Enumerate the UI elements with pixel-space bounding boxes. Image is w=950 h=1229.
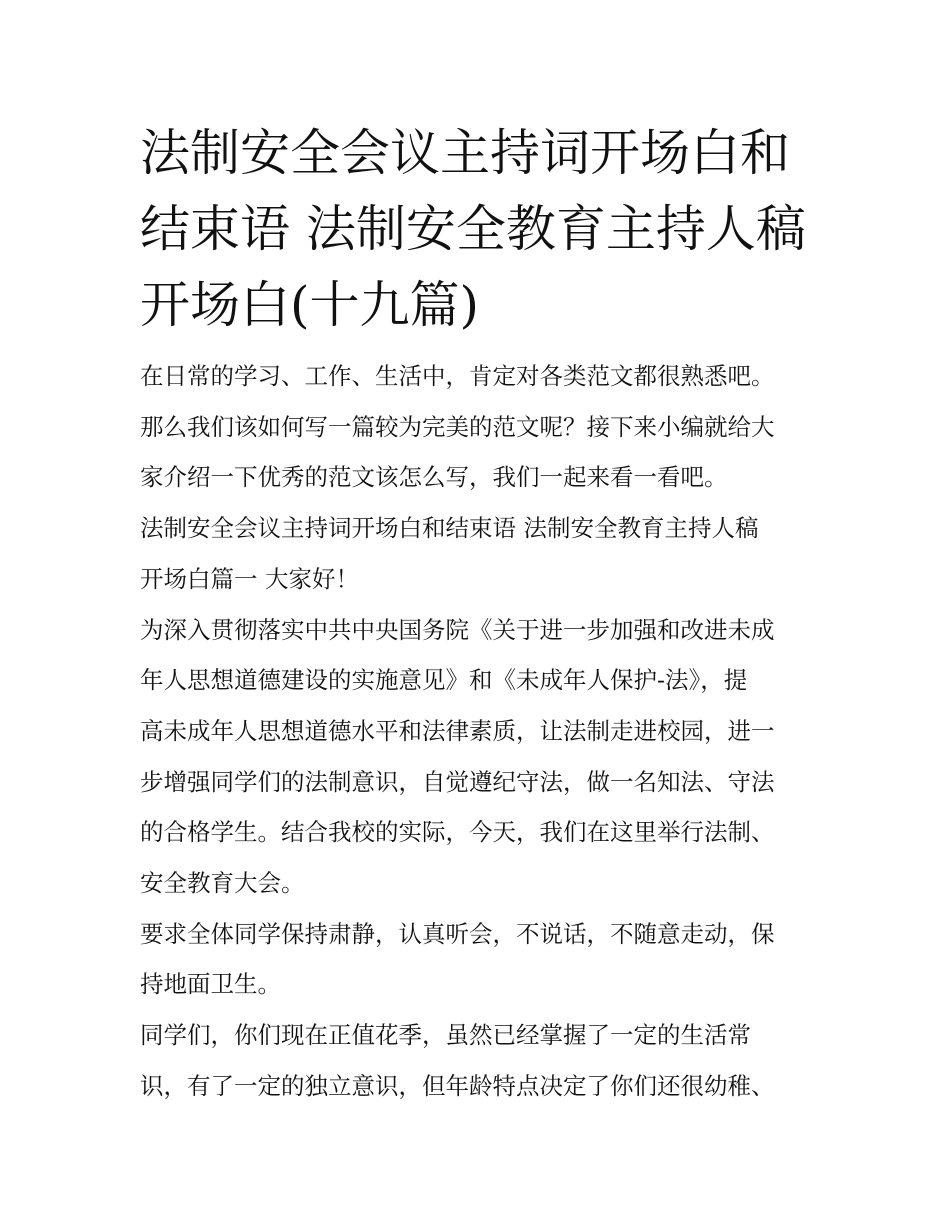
text-line: 持地面卫生。 xyxy=(140,970,281,999)
text-line: 识，有了一定的独立意识，但年龄特点决定了你们还很幼稚、 xyxy=(140,1071,775,1100)
text-line: 高未成年人思想道德水平和法律素质，让法制走进校园，进一 xyxy=(140,716,775,745)
text-line: 为深入贯彻落实中共中央国务院《关于进一步加强和改进未成 xyxy=(140,615,775,644)
text-line: 安全教育大会。 xyxy=(140,869,305,898)
text-line: 开场白篇一 大家好！ xyxy=(140,564,359,593)
text-line: 那么我们该如何写一篇较为完美的范文呢？接下来小编就给大 xyxy=(140,412,775,441)
title-line: 结束语 法制安全教育主持人稿 xyxy=(140,200,806,258)
text-line: 要求全体同学保持肃静，认真听会，不说话，不随意走动，保 xyxy=(140,919,775,948)
paragraph-requirements xyxy=(140,909,830,1010)
text-line: 步增强同学们的法制意识，自觉遵纪守法，做一名知法、守法 xyxy=(140,767,775,796)
paragraph-intro xyxy=(140,351,830,503)
text-line: 同学们，你们现在正值花季，虽然已经掌握了一定的生活常 xyxy=(140,1021,751,1050)
text-line: 法制安全会议主持词开场白和结束语 法制安全教育主持人稿 xyxy=(140,514,759,543)
title-line: 法制安全会议主持词开场白和 xyxy=(140,124,790,182)
paragraph-subtitle xyxy=(140,503,830,604)
text-line: 在日常的学习、工作、生活中，肯定对各类范文都很熟悉吧。 xyxy=(140,362,775,390)
title-line: 开场白(十九篇) xyxy=(140,276,480,334)
document-title xyxy=(140,115,820,343)
text-line: 家介绍一下优秀的范文该怎么写，我们一起来看一看吧。 xyxy=(140,463,728,492)
text-line: 年人思想道德建设的实施意见》和《未成年人保护-法》，提 xyxy=(140,666,748,695)
text-line: 的合格学生。结合我校的实际，今天，我们在这里举行法制、 xyxy=(140,818,775,847)
paragraph-purpose xyxy=(140,605,830,909)
paragraph-students xyxy=(140,1010,830,1111)
document-body xyxy=(140,351,830,1112)
